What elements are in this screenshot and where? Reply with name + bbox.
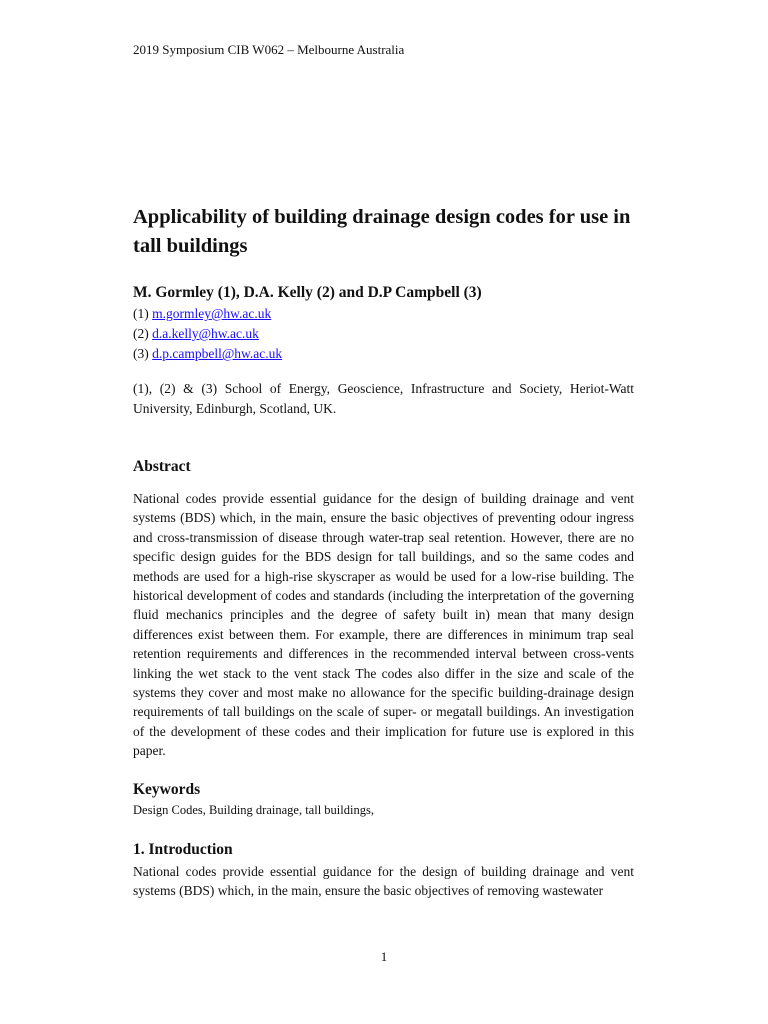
page-number: 1 xyxy=(380,949,388,964)
email-link-1[interactable]: m.gormley@hw.ac.uk xyxy=(152,306,272,321)
email-row-1 xyxy=(133,304,282,324)
introduction-heading: 1. Introduction xyxy=(133,841,233,858)
author-list: M. Gormley (1), D.A. Kelly (2) and D.P Campbell (3) xyxy=(133,284,482,301)
abstract-text: National codes provide essential guidance for the design of building drainage and vent systems (BDS) which, in the main, ensure the basic objectives of preventing odour ingress and cross-transmission of disease through water-trap seal retention. However, there are no specific design guides for the BDS design for tall buildings, and so the same codes and methods are used for a high-rise skyscraper as would be used for a low-rise building. The historical development of codes and standards (including the interpretation of the governing fluid mechanics principles and the degree of safety built in) mean that many design differences exist between them. For example, there are differences in minimum trap seal retention requirements and differences in the recommended interval between cross-vents linking the wet stack to the vent stack The codes also differ in the size and scale of the systems they cover and most make no allowance for the specific building-drainage design requirements of tall buildings on the scale of super- or megatall buildings. An investigation of the development of these codes and their implication for future use is explored in this paper. xyxy=(133,491,634,759)
email-link-3[interactable]: d.p.campbell@hw.ac.uk xyxy=(152,346,283,361)
affiliation: (1), (2) & (3) School of Energy, Geoscience, Infrastructure and Society, Heriot-Watt University, Edinburgh, Scotland, UK. xyxy=(133,381,634,416)
email-index: (1) xyxy=(133,306,153,321)
email-index: (2) xyxy=(133,326,153,341)
introduction-text: National codes provide essential guidance for the design of building drainage and vent systems (BDS) which, in the main, ensure the basic objectives of removing wastewater xyxy=(133,864,634,899)
email-index: (3) xyxy=(133,346,153,361)
email-row-3 xyxy=(133,344,282,364)
keywords-heading: Keywords xyxy=(133,781,201,798)
author-emails xyxy=(133,304,282,364)
keywords-text: Design Codes, Building drainage, tall buildings, xyxy=(133,803,374,817)
email-link-2[interactable]: d.a.kelly@hw.ac.uk xyxy=(152,326,259,341)
running-head: 2019 Symposium CIB W062 – Melbourne Australia xyxy=(133,42,405,57)
paper-title: Applicability of building drainage design codes for use in tall buildings xyxy=(133,206,631,257)
email-row-2 xyxy=(133,324,282,344)
abstract-heading: Abstract xyxy=(133,458,191,475)
